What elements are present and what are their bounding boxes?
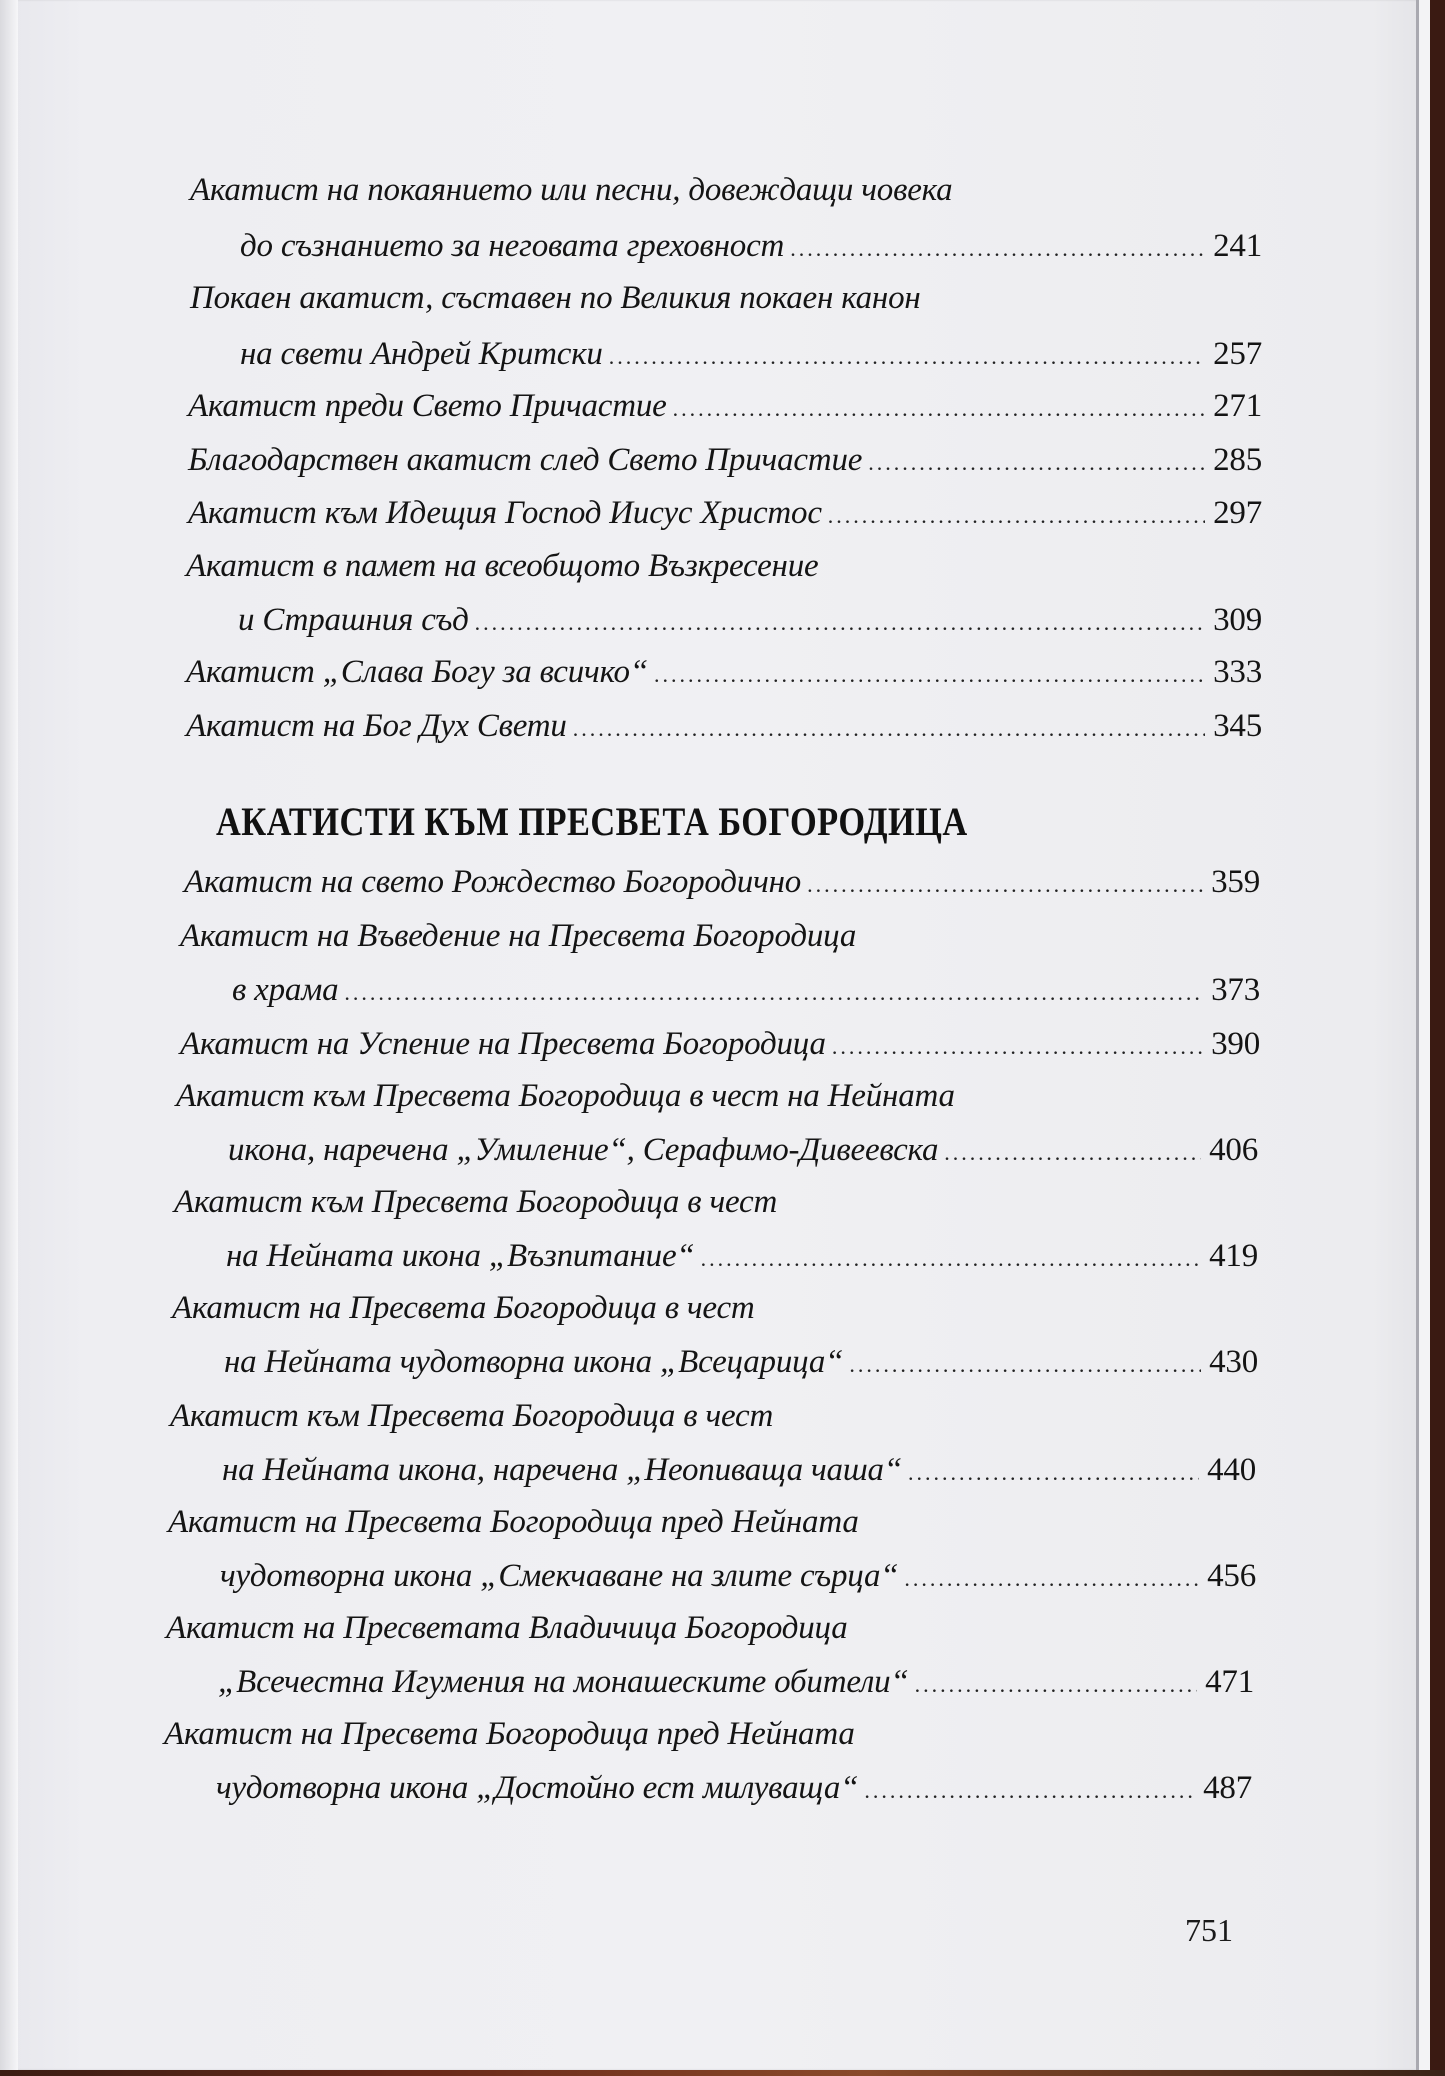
toc-entry-title: Покаен акатист, съставен по Великия покаен канон [190, 280, 921, 316]
toc-page-number: 309 [1213, 602, 1262, 638]
dot-leader [609, 331, 1205, 383]
dot-leader [475, 597, 1205, 649]
toc-page-number: 345 [1213, 708, 1262, 744]
toc-entry-title: Акатист преди Свето Причастие [188, 388, 667, 424]
toc-entry-title-cont: на Нейната чудотворна икона „Всецарица“ [224, 1344, 844, 1380]
dot-leader [673, 383, 1205, 435]
dot-leader [868, 437, 1205, 489]
dot-leader [790, 223, 1205, 275]
toc-entry-title: Акатист на Пресветата Владичица Богородица [166, 1610, 848, 1646]
toc-page-number: 430 [1209, 1344, 1258, 1380]
toc-entry-title-cont: на свети Андрей Критски [240, 336, 603, 372]
dot-leader [908, 1447, 1199, 1499]
toc-entry-line [164, 1708, 1164, 1760]
toc-entry-line [174, 1176, 1174, 1228]
toc-entry-title: Акатист на Пресвета Богородица в чест [172, 1290, 755, 1326]
toc-page-number: 390 [1211, 1026, 1260, 1062]
toc-entry-title: Акатист на Бог Дух Свети [186, 708, 567, 744]
dot-leader [864, 1765, 1195, 1817]
toc-entry-title-cont: и Страшния съд [238, 602, 469, 638]
toc-entry-line [176, 1070, 1176, 1122]
toc-entry-line [170, 1390, 1170, 1442]
toc-entry-title: Акатист „Слава Богу за всичко“ [186, 654, 649, 690]
toc-page-number: 406 [1209, 1132, 1258, 1168]
toc-entry-line[interactable] [180, 1018, 1260, 1070]
toc-entry-title-cont: на Нейната икона „Възпитание“ [226, 1238, 695, 1274]
toc-entry-line [190, 164, 1190, 216]
toc-entry-title: Акатист към Пресвета Богородица в чест [170, 1398, 774, 1434]
dot-leader [915, 1659, 1197, 1711]
toc-entry-title: Акатист на Пресвета Богородица пред Нейната [164, 1716, 855, 1752]
toc-entry-title: Акатист на Успение на Пресвета Богородица [180, 1026, 826, 1062]
toc-entry-title: Акатист в памет на всеобщото Възкресение [186, 548, 819, 584]
toc-entry-title: Акатист на Въведение на Пресвета Богородица [180, 918, 857, 954]
toc-entry-line[interactable] [228, 1124, 1258, 1176]
toc-entry-title: Акатист на покаянието или песни, довеждащи човека [190, 172, 953, 208]
toc-page-number: 333 [1213, 654, 1262, 690]
toc-page-number: 373 [1211, 972, 1260, 1008]
toc-entry-line[interactable] [188, 380, 1262, 432]
toc-entry-title-cont: чудотворна икона „Достойно ест милуваща“ [216, 1770, 859, 1806]
toc-entry-line[interactable] [188, 487, 1262, 539]
toc-entry-line [172, 1282, 1172, 1334]
toc-entry-line[interactable] [240, 220, 1262, 272]
toc-entry-line [186, 540, 1186, 592]
toc-entry-line[interactable] [232, 964, 1260, 1016]
toc-entry-title-cont: „Всечестна Игумения на монашеските обители“ [218, 1664, 909, 1700]
toc-entry-line[interactable] [186, 700, 1262, 752]
toc-page-number: 440 [1207, 1452, 1256, 1488]
toc-page-number: 359 [1211, 864, 1260, 900]
toc-entry-title: Акатист на свето Рождество Богородично [184, 864, 802, 900]
toc-page-number: 285 [1213, 442, 1262, 478]
toc-entry-title-cont: икона, наречена „Умиление“, Серафимо-Дивеевска [228, 1132, 939, 1168]
toc-entry-line [180, 910, 1180, 962]
toc-entry-line [168, 1496, 1168, 1548]
toc-entry-line[interactable] [238, 594, 1262, 646]
toc-entry-line[interactable] [224, 1336, 1258, 1388]
toc-entry-line[interactable] [220, 1550, 1256, 1602]
toc-entry-title: Акатист на Пресвета Богородица пред Нейната [168, 1504, 859, 1540]
dot-leader [832, 1021, 1203, 1073]
toc-entry-line[interactable] [186, 646, 1262, 698]
toc-entry-line [190, 272, 1190, 324]
toc-page-number: 257 [1213, 336, 1262, 372]
toc-entry-line [166, 1602, 1166, 1654]
page-number: 751 [1185, 1912, 1233, 1948]
toc-entry-line[interactable] [226, 1230, 1258, 1282]
dot-leader [828, 490, 1205, 542]
dot-leader [654, 649, 1205, 701]
toc-entry-title: Акатист към Пресвета Богородица в чест на Нейната [176, 1078, 955, 1114]
dot-leader [944, 1127, 1201, 1179]
toc-page-number: 271 [1213, 388, 1262, 424]
dot-leader [849, 1339, 1201, 1391]
toc-page-number: 487 [1203, 1770, 1252, 1806]
toc-page-number: 471 [1205, 1664, 1254, 1700]
toc-entry-line[interactable] [184, 856, 1260, 908]
toc-entry-title-cont: до съзнанието за неговата греховност [240, 228, 785, 264]
toc-page-number: 456 [1207, 1558, 1256, 1594]
dot-leader [701, 1233, 1202, 1285]
toc-entry-line[interactable] [216, 1762, 1252, 1814]
toc-page-number: 419 [1209, 1238, 1258, 1274]
dot-leader [573, 703, 1205, 755]
toc-entry-line[interactable] [240, 328, 1262, 380]
toc-page-number: 241 [1213, 228, 1262, 264]
section-heading: АКАТИСТИ КЪМ ПРЕСВЕТА БОГОРОДИЦА [216, 799, 968, 844]
dot-leader [904, 1553, 1199, 1605]
toc-entry-title-cont: чудотворна икона „Смекчаване на злите сърца“ [220, 1558, 899, 1594]
toc-page-number: 297 [1213, 495, 1262, 531]
dot-leader [807, 859, 1203, 911]
toc-entry-line[interactable] [222, 1444, 1256, 1496]
toc-entry-title-cont: в храма [232, 972, 339, 1008]
toc-entry-title: Благодарствен акатист след Свето Причастие [188, 442, 863, 478]
toc-entry-line[interactable] [218, 1656, 1254, 1708]
toc-entry-title-cont: на Нейната икона, наречена „Неопиваща чаша“ [222, 1452, 902, 1488]
dot-leader [344, 967, 1203, 1019]
toc-entry-line[interactable] [188, 434, 1262, 486]
toc-entry-title: Акатист към Идещия Господ Иисус Христос [188, 495, 822, 531]
toc-entry-title: Акатист към Пресвета Богородица в чест [174, 1184, 778, 1220]
